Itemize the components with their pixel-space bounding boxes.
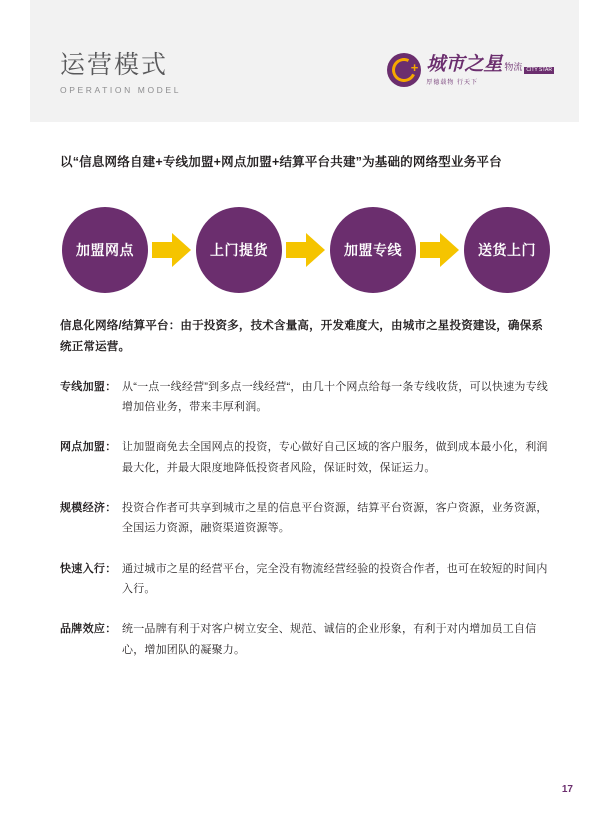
arrow-right-icon: [152, 233, 192, 267]
list-item-label: 专线加盟：: [60, 380, 117, 393]
list-item-text: 统一品牌有利于对客户树立安全、规范、诚信的企业形象，有利于对内增加员工自信心，增加团队的凝聚力。: [122, 623, 537, 656]
flow-step-1: 加盟网点: [62, 207, 148, 293]
arrow-right-icon: [420, 233, 460, 267]
list-item-text: 从“一点一线经营”到多点一线经营“，由几十个网点给每一条专线收货，可以快速为专线增加倍业务，带来丰厚利润。: [122, 380, 548, 413]
list-item-label: 规模经济：: [60, 501, 117, 514]
arrow-tail: [420, 242, 442, 258]
arrow-tail: [286, 242, 308, 258]
arrow-tail: [152, 242, 174, 258]
list-item: [60, 559, 552, 600]
logo-plus-icon: +: [410, 60, 419, 75]
flow-step-2: 上门提货: [196, 207, 282, 293]
arrow-head: [172, 233, 191, 267]
list-item: [60, 619, 552, 660]
headline-text: 以“信息网络自建+专线加盟+网点加盟+结算平台共建”为基础的网络型业务平台: [60, 155, 502, 169]
arrow-head: [306, 233, 325, 267]
list-item-text: 让加盟商免去全国网点的投资，专心做好自己区域的客户服务，做到成本最小化，利润最大化，并最大限度地降低投资者风险，保证时效，保证运力。: [122, 441, 548, 474]
logo-slogan: 厚德载物 行天下: [426, 79, 478, 86]
flow-step-4: 送货上门: [464, 207, 550, 293]
page-title: [60, 52, 181, 95]
arrow-head: [440, 233, 459, 267]
lead-paragraph: 信息化网络/结算平台：由于投资多，技术含量高，开发难度大，由城市之星投资建设，确保系统正常运营。: [60, 320, 544, 354]
logo-name-sub: 物流: [504, 61, 523, 72]
list-item-text: 投资合作者可共享到城市之星的信息平台资源，结算平台资源，客户资源，业务资源，全国运力资源，融资渠道资源等。: [122, 501, 548, 535]
left-margin-strip: [0, 0, 30, 827]
list-item-text: 通过城市之星的经营平台，完全没有物流经营经验的投资合作者，也可在较短的时间内入行。: [122, 562, 548, 595]
list-item-label: 网点加盟：: [60, 441, 117, 454]
page-number: 17: [561, 784, 573, 795]
arrow-right-icon: [286, 233, 326, 267]
company-logo: [387, 50, 554, 90]
logo-badge: CITY STAR: [526, 66, 552, 73]
list-item-label: 品牌效应：: [60, 623, 117, 636]
page-title-cn: 运营模式: [60, 51, 169, 79]
right-margin-strip: [579, 0, 609, 827]
logo-name-cn: 城市之星: [426, 53, 503, 75]
list-item: [60, 498, 552, 539]
list-item: [60, 377, 552, 418]
list-item: [60, 437, 552, 478]
body-content: [60, 316, 552, 680]
logo-name-row: [426, 55, 554, 74]
list-item-label: 快速入行：: [60, 562, 117, 575]
page-title-en: OPERATION MODEL: [60, 84, 182, 95]
logo-text-group: [426, 55, 554, 86]
flow-step-3: 加盟专线: [330, 207, 416, 293]
logo-circle-icon: [387, 53, 421, 87]
process-flow-diagram: [62, 200, 552, 300]
